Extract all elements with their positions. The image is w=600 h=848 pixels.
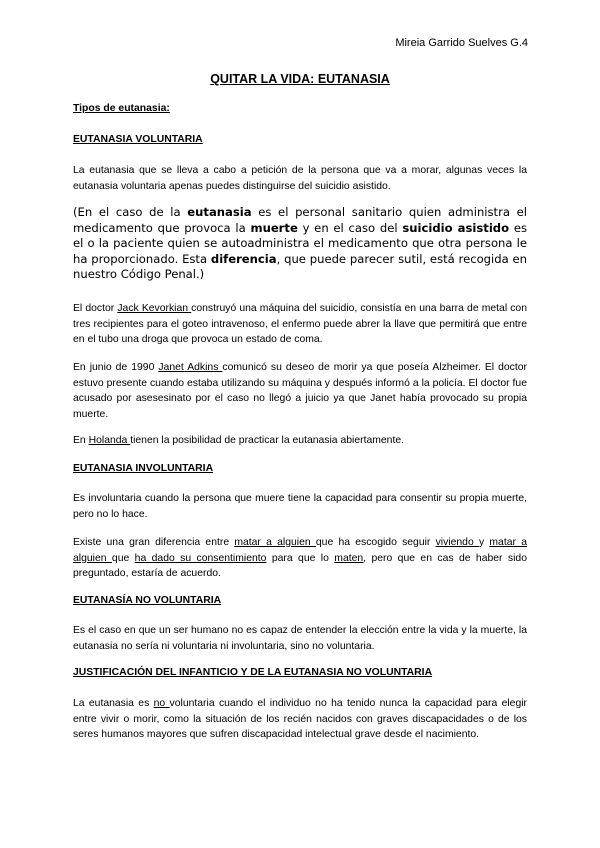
heading-eutanasia-voluntaria: EUTANASIA VOLUNTARIA bbox=[73, 134, 203, 145]
paragraph-no-voluntaria-definicion: Es el caso en que un ser humano no es capaz de entender la elección entre la vida y la muerte, la eutanasia no sería ni voluntaria ni involuntaria, sino no voluntaria. bbox=[73, 625, 527, 652]
paragraph-justificacion: La eutanasia es no voluntaria cuando el individuo no ha tenido nunca la capacidad para elegir entre vivir o morir, como la situación de los recién nacidos con graves discapacidades o de los seres humanos mayores que sufren discapacidad intelectual grave desde el nacimiento. bbox=[73, 698, 527, 740]
author-header: Mireia Garrido Suelves G.4 bbox=[395, 37, 528, 49]
paragraph-involuntaria-definicion: Es involuntaria cuando la persona que muere tiene la capacidad para consentir su propia muerte, pero no lo hace. bbox=[73, 493, 527, 520]
document-title: QUITAR LA VIDA: EUTANASIA bbox=[210, 72, 390, 86]
paragraph-janet-adkins: En junio de 1990 Janet Adkins comunicó su deseo de morir ya que poseía Alzheimer. El doctor estuvo presente cuando estaba utilizando su máquina y después informó a la policía. El doctor fue acusado por asesesinato por el caso no llegó a juicio ya que Janet había provocado su propia muerte. bbox=[73, 362, 527, 420]
heading-eutanasia-involuntaria: EUTANASIA INVOLUNTARIA bbox=[73, 463, 214, 474]
heading-eutanasia-no-voluntaria: EUTANASÍA NO VOLUNTARIA bbox=[73, 595, 222, 606]
heading-justificacion: JUSTIFICACIÓN DEL INFANTICIO Y DE LA EUTANASIA NO VOLUNTARIA bbox=[73, 667, 433, 678]
name-janet-adkins: Janet Adkins bbox=[158, 362, 223, 373]
paragraph-kevorkian: El doctor Jack Kevorkian construyó una máquina del suicidio, consistía en una barra de metal con tres recipientes para el goteo intravenoso, el enfermo puede abrer la llave que permitirá que entre en el tubo una droga que provoca un estado de coma. bbox=[73, 303, 527, 345]
name-holanda: Holanda bbox=[88, 435, 131, 446]
subtitle-tipos: Tipos de eutanasia: bbox=[73, 103, 170, 114]
paragraph-voluntaria-definicion: La eutanasia que se lleva a cabo a petición de la persona que va a morar, algunas veces la eutanasia voluntaria apenas puedes distinguirse del suicidio asistido. bbox=[73, 165, 527, 192]
paragraph-gran-diferencia: Existe una gran diferencia entre matar a alguien que ha escogido seguir viviendo y matar a alguien que ha dado su consentimiento para que lo maten, pero que en cas de haber sido preguntado, estaría de acuerdo. bbox=[73, 537, 527, 579]
paragraph-holanda: En Holanda tienen la posibilidad de practicar la eutanasia abiertamente. bbox=[73, 435, 404, 446]
paragraph-diferencia: (En el caso de la eutanasia es el personal sanitario quien administra el medicamento que provoca la muerte y en el caso del suicidio asistido es el o la paciente quien se autoadministra el medicamento que otra persona le ha proporcionado. Esta diferencia, que puede parecer sutil, está recogida en nuestro Código Penal.) bbox=[73, 205, 528, 282]
name-jack-kevorkian: Jack Kevorkian bbox=[117, 303, 192, 314]
